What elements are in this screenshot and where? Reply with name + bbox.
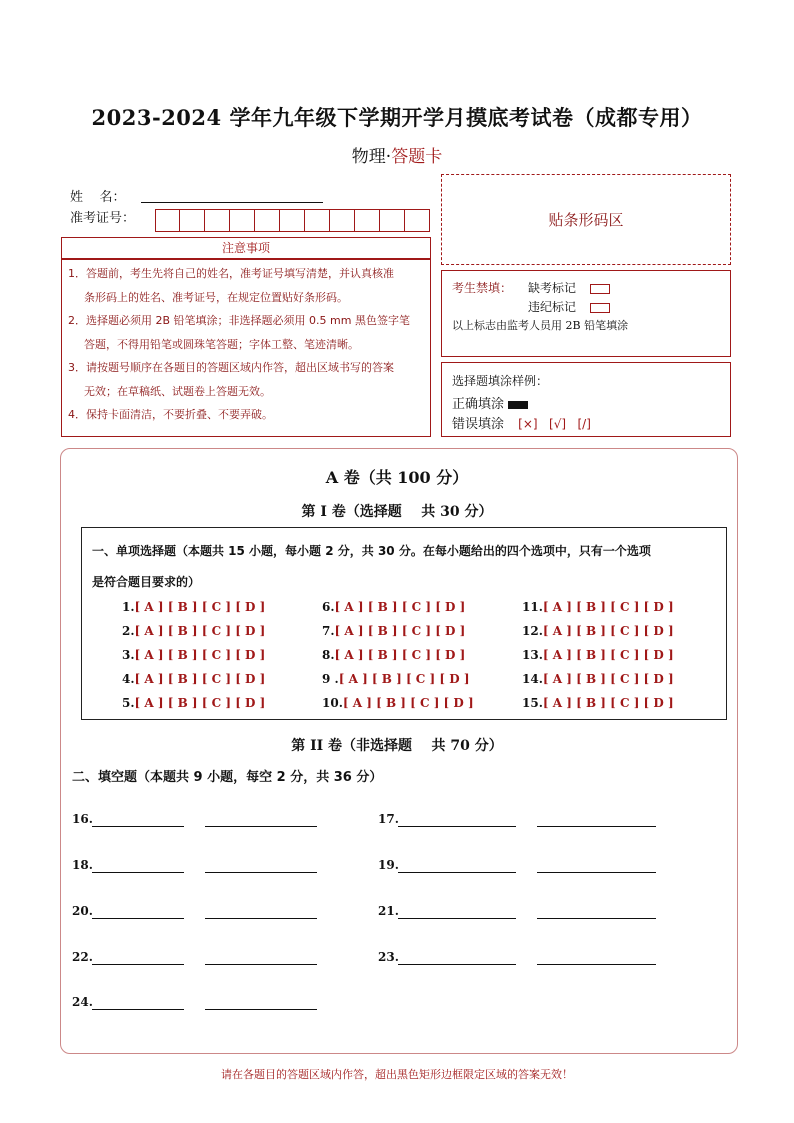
part-1-title: 第 I 卷（选择题 共 30 分）: [301, 504, 493, 520]
answer-bubbles[interactable]: [ A ] [ B ] [ C ] [ D ]: [542, 672, 674, 686]
choice-question: [122, 672, 265, 686]
fill-question-number: 17.: [378, 812, 399, 826]
page-title: 2023-2024 学年九年级下学期开学月摸底考试卷（成都专用）: [91, 105, 703, 130]
fill-question-number: 21.: [378, 904, 399, 918]
fill-answer-line[interactable]: [537, 872, 656, 873]
answer-bubbles[interactable]: [ A ] [ B ] [ C ] [ D ]: [334, 648, 466, 662]
choice-question: [122, 624, 265, 638]
choice-question: [122, 600, 265, 614]
id-number-boxes[interactable]: [155, 209, 430, 232]
choice-question: [322, 672, 470, 686]
subject-label: 物理: [351, 147, 386, 167]
examiner-marks-box: [441, 270, 731, 357]
fill-answer-line[interactable]: [398, 872, 516, 873]
question-number: 9 .: [322, 672, 339, 686]
fill-answer-line[interactable]: [205, 872, 317, 873]
choice-question: [522, 696, 674, 710]
notice-list: [62, 260, 430, 427]
fill-answer-line[interactable]: [92, 872, 184, 873]
fill-answer-line[interactable]: [537, 964, 656, 965]
id-digit-cell[interactable]: [205, 209, 230, 232]
id-label: 准考证号：: [70, 211, 136, 226]
name-field[interactable]: [141, 202, 323, 203]
question-number: 5.: [122, 696, 135, 710]
fill-sample-title: 选择题填涂样例：: [452, 374, 549, 388]
notice-box: [61, 259, 431, 437]
choice-question: [322, 600, 465, 614]
question-number: 7.: [322, 624, 335, 638]
notice-header: 注意事项: [61, 237, 431, 259]
question-number: 15.: [522, 696, 543, 710]
id-digit-cell[interactable]: [305, 209, 330, 232]
correct-fill-example: [508, 401, 528, 409]
choice-question: [522, 672, 674, 686]
notice-item: 4．保持卡面清洁，不要折叠、不要弄破。: [68, 408, 273, 421]
violation-mark-box[interactable]: [590, 303, 610, 313]
choice-question: [522, 648, 674, 662]
fill-answer-line[interactable]: [92, 1009, 184, 1010]
notice-item: 1．答题前，考生先将自己的姓名，准考证号填写清楚，并认真核准: [68, 267, 394, 280]
choice-question: [522, 624, 674, 638]
fill-question-number: 22.: [72, 950, 93, 964]
fill-answer-line[interactable]: [205, 1009, 317, 1010]
fill-question-number: 18.: [72, 858, 93, 872]
fill-question-number: 16.: [72, 812, 93, 826]
choice-question: [122, 648, 265, 662]
answer-bubbles[interactable]: [ A ] [ B ] [ C ] [ D ]: [542, 648, 674, 662]
fill-answer-line[interactable]: [92, 826, 184, 827]
question-number: 4.: [122, 672, 135, 686]
absent-mark-label: 缺考标记: [528, 281, 577, 295]
section-a-title: A 卷（共 100 分）: [325, 468, 469, 487]
fill-answer-line[interactable]: [398, 826, 516, 827]
notice-item: 3．请按题号顺序在各题目的答题区域内作答，超出区域书写的答案: [68, 361, 394, 374]
choice-answer-box: [81, 527, 727, 720]
part-2-title: 第 II 卷（非选择题 共 70 分）: [291, 738, 503, 754]
correct-fill-label: 正确填涂: [452, 397, 505, 412]
fill-answer-line[interactable]: [205, 964, 317, 965]
subtitle-separator: ·: [385, 147, 392, 167]
choice-question: [322, 696, 474, 710]
absent-mark-box[interactable]: [590, 284, 610, 294]
fill-question-number: 23.: [378, 950, 399, 964]
question-number: 10.: [322, 696, 343, 710]
id-digit-cell[interactable]: [355, 209, 380, 232]
choice-question: [322, 624, 465, 638]
choice-instructions-line2: 是符合题目要求的）: [92, 575, 201, 589]
id-digit-cell[interactable]: [405, 209, 430, 232]
answer-bubbles[interactable]: [ A ] [ B ] [ C ] [ D ]: [134, 696, 266, 710]
page-subtitle: [0, 142, 794, 167]
fill-sample-box: [441, 362, 731, 437]
id-digit-cell[interactable]: [155, 209, 180, 232]
fill-answer-line[interactable]: [398, 918, 516, 919]
question-number: 6.: [322, 600, 335, 614]
choice-question: [122, 696, 265, 710]
fill-answer-line[interactable]: [398, 964, 516, 965]
answer-bubbles[interactable]: [ A ] [ B ] [ C ] [ D ]: [334, 600, 466, 614]
answer-card-label: 答题卡: [391, 147, 443, 167]
violation-mark-label: 违纪标记: [528, 300, 577, 314]
answer-bubbles[interactable]: [ A ] [ B ] [ C ] [ D ]: [542, 600, 674, 614]
answer-bubbles[interactable]: [ A ] [ B ] [ C ] [ D ]: [134, 600, 266, 614]
answer-bubbles[interactable]: [ A ] [ B ] [ C ] [ D ]: [334, 624, 466, 638]
answer-bubbles[interactable]: [ A ] [ B ] [ C ] [ D ]: [338, 672, 470, 686]
id-digit-cell[interactable]: [280, 209, 305, 232]
id-digit-cell[interactable]: [230, 209, 255, 232]
id-digit-cell[interactable]: [330, 209, 355, 232]
choice-question: [522, 600, 674, 614]
fill-answer-line[interactable]: [92, 964, 184, 965]
choice-question: [322, 648, 465, 662]
answer-bubbles[interactable]: [ A ] [ B ] [ C ] [ D ]: [134, 672, 266, 686]
id-digit-cell[interactable]: [380, 209, 405, 232]
fill-question-number: 24.: [72, 995, 93, 1009]
notice-item-continued: 无效；在草稿纸、试题卷上答题无效。: [84, 384, 271, 398]
forbidden-label: 考生禁填：: [452, 281, 513, 295]
fill-question-number: 19.: [378, 858, 399, 872]
question-number: 8.: [322, 648, 335, 662]
id-digit-cell[interactable]: [180, 209, 205, 232]
fill-answer-line[interactable]: [92, 918, 184, 919]
answer-bubbles[interactable]: [ A ] [ B ] [ C ] [ D ]: [134, 648, 266, 662]
question-number: 12.: [522, 624, 543, 638]
answer-bubbles[interactable]: [ A ] [ B ] [ C ] [ D ]: [134, 624, 266, 638]
question-number: 3.: [122, 648, 135, 662]
notice-item-continued: 答题，不得用铅笔或圆珠笔答题；字体工整、笔迹清晰。: [84, 337, 359, 351]
fill-answer-line[interactable]: [205, 918, 317, 919]
question-number: 1.: [122, 600, 135, 614]
footer-warning: 请在各题目的答题区域内作答，超出黑色矩形边框限定区域的答案无效！: [221, 1068, 573, 1081]
answer-bubbles[interactable]: [ A ] [ B ] [ C ] [ D ]: [542, 624, 674, 638]
fill-instructions: 二、填空题（本题共 9 小题，每空 2 分，共 36 分）: [72, 770, 383, 785]
answer-bubbles[interactable]: [ A ] [ B ] [ C ] [ D ]: [342, 696, 474, 710]
fill-answer-line[interactable]: [205, 826, 317, 827]
question-number: 13.: [522, 648, 543, 662]
wrong-fill-label: 错误填涂: [452, 417, 505, 432]
question-number: 11.: [522, 600, 543, 614]
question-number: 14.: [522, 672, 543, 686]
fill-answer-line[interactable]: [537, 918, 656, 919]
wrong-fill-examples: [×] [√] [/]: [518, 417, 591, 431]
notice-item: 2．选择题必须用 2B 铅笔填涂；非选择题必须用 0.5 mm 黑色签字笔: [68, 314, 410, 327]
examiner-note: 以上标志由监考人员用 2B 铅笔填涂: [452, 319, 629, 332]
question-number: 2.: [122, 624, 135, 638]
id-digit-cell[interactable]: [255, 209, 280, 232]
fill-question-number: 20.: [72, 904, 93, 918]
name-label: 姓 名：: [70, 190, 126, 205]
fill-answer-line[interactable]: [537, 826, 656, 827]
barcode-area: 贴条形码区: [441, 174, 731, 265]
choice-instructions-line1: 一、单项选择题（本题共 15 小题，每小题 2 分，共 30 分。在每小题给出的四个选项中，只有一个选项: [92, 544, 651, 558]
answer-bubbles[interactable]: [ A ] [ B ] [ C ] [ D ]: [542, 696, 674, 710]
notice-item-continued: 条形码上的姓名、准考证号，在规定位置贴好条形码。: [84, 290, 348, 304]
